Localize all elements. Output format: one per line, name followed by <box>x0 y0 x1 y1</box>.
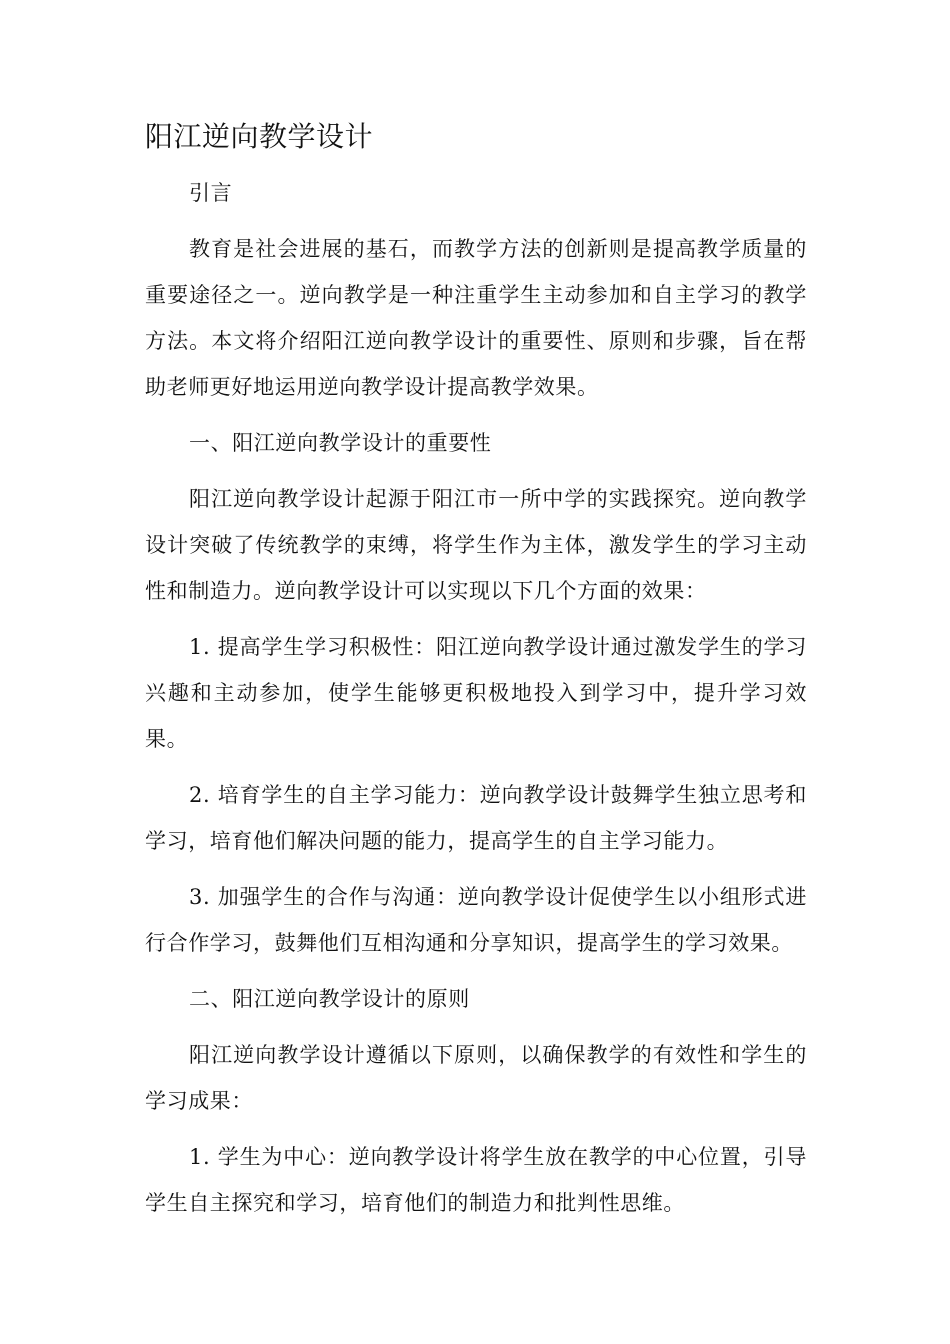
spacer <box>145 156 807 170</box>
paragraph-principles: 阳江逆向教学设计遵循以下原则，以确保教学的有效性和学生的学习成果： <box>145 1043 807 1113</box>
spacer <box>145 410 807 420</box>
list-item-2: 2. 培育学生的自主学习能力：逆向教学设计鼓舞学生独立思考和学习，培育他们解决问题的能力，提高学生的自主学习能力。 <box>145 783 807 853</box>
document-page <box>145 118 807 1226</box>
spacer <box>145 614 807 624</box>
document-title: 阳江逆向教学设计 <box>145 120 374 153</box>
paragraph-intro-heading: 引言 <box>189 181 233 205</box>
spacer <box>145 864 807 874</box>
paragraph-importance: 阳江逆向教学设计起源于阳江市一所中学的实践探究。逆向教学设计突破了传统教学的束缚，将学生作为主体，激发学生的学习主动性和制造力。逆向教学设计可以实现以下几个方面的效果： <box>145 487 807 603</box>
list-item-3: 3. 加强学生的合作与沟通：逆向教学设计促使学生以小组形式进行合作学习，鼓舞他们互相沟通和分享知识，提高学生的学习效果。 <box>145 885 807 955</box>
principle-item-1: 1. 学生为中心：逆向教学设计将学生放在教学的中心位置，引导学生自主探究和学习，培育他们的制造力和批判性思维。 <box>145 1145 807 1215</box>
list-item-1: 1. 提高学生学习积极性：阳江逆向教学设计通过激发学生的学习兴趣和主动参加，使学生能够更积极地投入到学习中，提升学习效果。 <box>145 635 807 751</box>
paragraph-intro: 教育是社会进展的基石，而教学方法的创新则是提高教学质量的重要途径之一。逆向教学是一种注重学生主动参加和自主学习的教学方法。本文将介绍阳江逆向教学设计的重要性、原则和步骤，旨在帮助老师更好地运用逆向教学设计提高教学效果。 <box>145 237 807 399</box>
spacer <box>145 966 807 976</box>
spacer <box>145 1022 807 1032</box>
spacer <box>145 762 807 772</box>
spacer <box>145 466 807 476</box>
spacer <box>145 216 807 226</box>
section-heading-principles: 二、阳江逆向教学设计的原则 <box>189 987 470 1011</box>
section-heading-importance: 一、阳江逆向教学设计的重要性 <box>189 431 492 455</box>
spacer <box>145 1124 807 1134</box>
